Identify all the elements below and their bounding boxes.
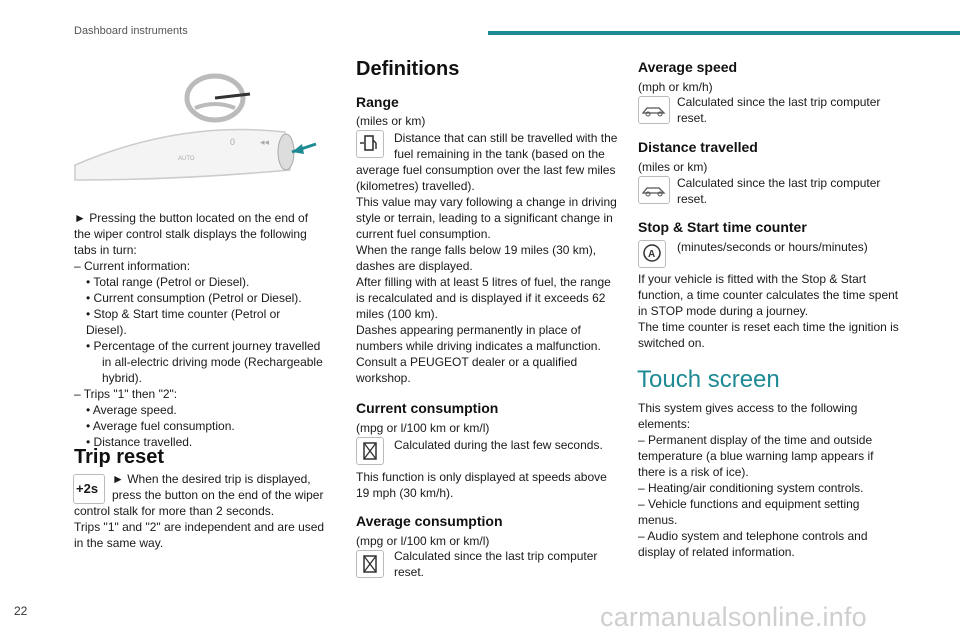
trip-reset-text: ► When the desired trip is displayed, press the button on the end of the wiper bbox=[112, 472, 324, 502]
range-title: Range bbox=[356, 94, 399, 110]
range-text-lead: Distance that can still be travelled with the fuel remaining in the tank (based on the bbox=[394, 131, 618, 161]
fuel-gauge-icon bbox=[356, 437, 384, 465]
svg-text:◂◂: ◂◂ bbox=[260, 137, 270, 147]
range-unit: (miles or km) bbox=[356, 114, 426, 128]
ss-para: If your vehicle is fitted with the Stop & Start function, a time counter calculates the time spent in STOP mode during a journey. The time counter is reset each time the ignition is switched on. bbox=[638, 272, 899, 350]
dt-unit: (miles or km) bbox=[638, 160, 708, 174]
list-item: • Current consumption (Petrol or Diesel). bbox=[86, 291, 302, 305]
trip-reset-icon: +2s bbox=[73, 474, 105, 504]
fuel-gauge-icon bbox=[356, 550, 384, 578]
wiper-stalk bbox=[75, 129, 294, 180]
steering-wheel-icon bbox=[187, 76, 250, 120]
header-accent-bar bbox=[488, 31, 960, 35]
dt-text: Calculated since the last trip computer reset. bbox=[677, 176, 881, 206]
ts-body: This system gives access to the following elements: – Permanent display of the time and outside temperature (a blue warning lamp appears if there is a risk of ice). – Heating/air conditioning system controls. – Vehicle functions and equipment setting menus. – Audio system and telephone controls and display of related information. bbox=[638, 401, 874, 559]
ac-unit: (mpg or l/100 km or km/l) bbox=[356, 534, 490, 548]
ac-text: Calculated since the last trip computer reset. bbox=[394, 549, 598, 579]
list-item-cont: hybrid). bbox=[102, 371, 143, 385]
watermark: carmanualsonline.info bbox=[600, 602, 867, 632]
svg-text:AUTO: AUTO bbox=[178, 156, 195, 162]
list-item-cont: in all-electric driving mode (Rechargeable bbox=[102, 355, 323, 369]
svg-text:A: A bbox=[648, 249, 656, 260]
page-number: 22 bbox=[14, 604, 28, 618]
current-info-label: – Current information: bbox=[74, 259, 191, 273]
column-1 bbox=[74, 210, 324, 450]
wiper-stalk-illustration bbox=[70, 70, 330, 200]
as-text: Calculated since the last trip computer reset. bbox=[677, 95, 881, 125]
range-body: average fuel consumption over the last few miles (kilometres) travelled). This value may vary following a change in driving style or terrain, leading to a significant change in current fuel consumption. When the range falls below 19 miles (30 km), dashes are displayed. After filling with at least 5 litres of fuel, the range is recalculated and is displayed if it exceeds 62 miles (100 km). Dashes appearing permanently in place of numbers while driving indicates a malfunction. Consult a PEUGEOT dealer or a qualified workshop. bbox=[356, 163, 617, 385]
stop-start-icon bbox=[638, 240, 666, 268]
arrow-icon bbox=[292, 144, 316, 154]
list-item: • Stop & Start time counter (Petrol or Diesel). bbox=[86, 307, 281, 337]
fuel-pump-icon bbox=[356, 130, 384, 158]
definitions-title: Definitions bbox=[356, 58, 460, 80]
average-speed-title: Average speed bbox=[638, 59, 738, 75]
cc-text: Calculated during the last few seconds. bbox=[394, 438, 603, 452]
distance-travelled-title: Distance travelled bbox=[638, 139, 758, 155]
touch-screen-title: Touch screen bbox=[637, 366, 780, 393]
section-title: Dashboard instruments bbox=[74, 25, 188, 37]
list-item: • Percentage of the current journey travelled bbox=[86, 339, 321, 353]
stop-start-title: Stop & Start time counter bbox=[638, 219, 807, 235]
as-unit: (mph or km/h) bbox=[638, 80, 713, 94]
svg-text:0: 0 bbox=[230, 137, 236, 147]
current-consumption-title: Current consumption bbox=[356, 400, 499, 416]
list-item: • Average fuel consumption. bbox=[86, 419, 235, 433]
ss-unit: (minutes/seconds or hours/minutes) bbox=[677, 240, 868, 254]
list-item: • Distance travelled. bbox=[86, 435, 193, 449]
speed-car-icon bbox=[638, 96, 670, 124]
trip-reset-title: Trip reset bbox=[74, 446, 165, 468]
cc-unit: (mpg or l/100 km or km/l) bbox=[356, 421, 490, 435]
trips-label: – Trips "1" then "2": bbox=[74, 387, 178, 401]
intro-text: ► Pressing the button located on the end of the wiper control stalk displays the following tabs in turn: bbox=[74, 211, 309, 257]
cc-note: This function is only displayed at speeds above 19 mph (30 km/h). bbox=[356, 470, 607, 500]
trip-reset-body: control stalk for more than 2 seconds. Trips "1" and "2" are independent and are used in the same way. bbox=[74, 504, 325, 550]
list-item: • Total range (Petrol or Diesel). bbox=[86, 275, 250, 289]
list-item: • Average speed. bbox=[86, 403, 177, 417]
distance-car-icon bbox=[638, 176, 670, 204]
average-consumption-title: Average consumption bbox=[356, 513, 503, 529]
